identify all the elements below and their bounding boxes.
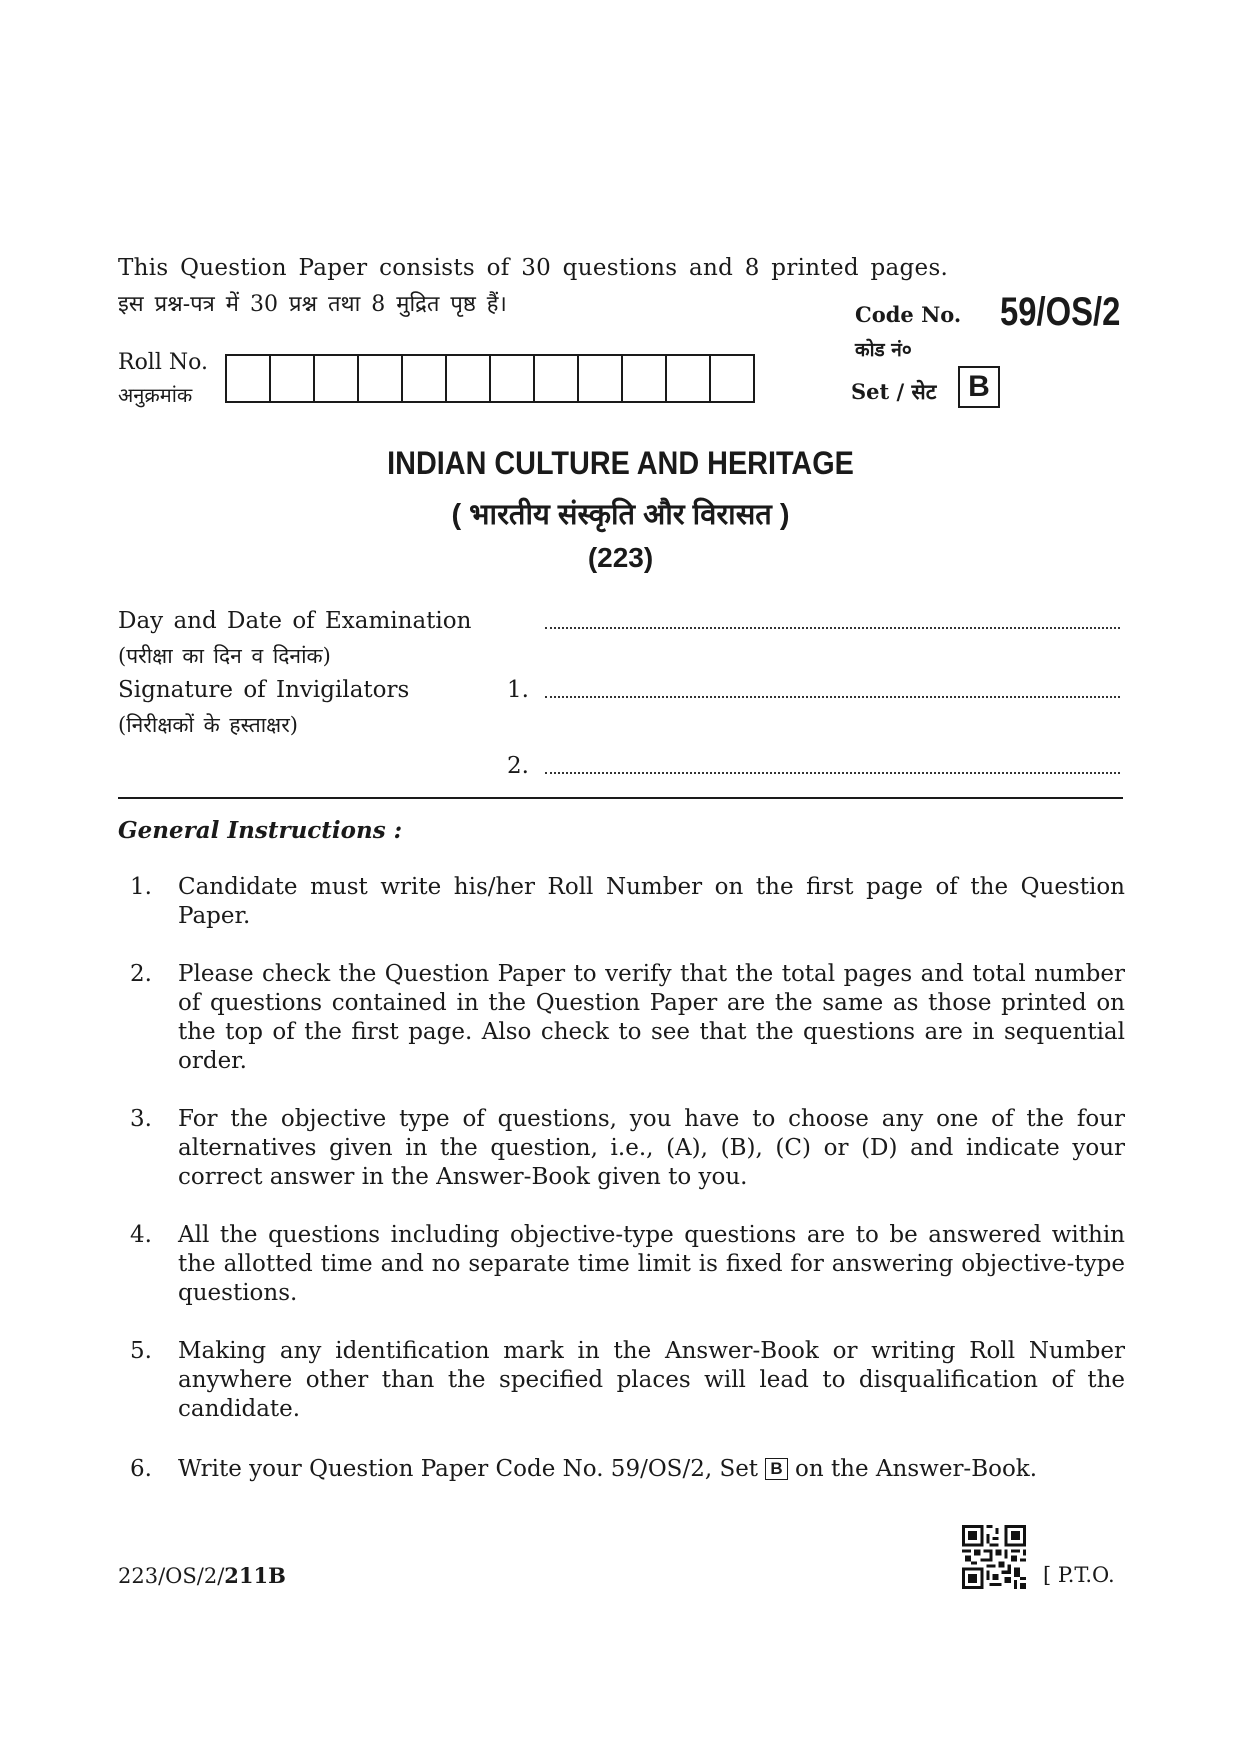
instruction-item [130, 1105, 1125, 1192]
roll-label: Roll No. [118, 350, 208, 375]
instruction-number: 2. [130, 961, 152, 987]
instruction-item [130, 960, 1125, 1076]
footer-code-bold: 211B [224, 1563, 286, 1588]
instruction-text: Please check the Question Paper to verify that the total pages and total number of questions contained in the Question Paper are the same as those printed on the top of the first page. Also check to see that the questions are in sequential order. [178, 961, 1125, 1074]
set-label: Set / सेट [851, 379, 937, 404]
qr-code-icon [962, 1525, 1026, 1589]
set-inline-box: B [765, 1458, 787, 1480]
instruction-text-after: on the Answer-Book. [794, 1456, 1038, 1482]
roll-digit-box[interactable] [227, 356, 271, 401]
set-box: B [958, 366, 1000, 408]
paper-info-english: This Question Paper consists of 30 questions and 8 printed pages. [118, 255, 949, 281]
code-label: Code No. [855, 302, 962, 327]
paper-info-hindi: इस प्रश्न-पत्र में 30 प्रश्न तथा 8 मुद्रित पृष्ठ हैं। [118, 292, 507, 317]
subject-title-hindi: ( भारतीय संस्कृति और विरासत ) [451, 499, 790, 531]
signature-field-2[interactable] [545, 770, 1120, 774]
divider [118, 797, 1123, 799]
instruction-item [130, 873, 1125, 931]
footer-paper-code [118, 1563, 286, 1588]
signature-field-1[interactable] [545, 694, 1120, 698]
exam-date-label-hindi: (परीक्षा का दिन व दिनांक) [118, 644, 331, 668]
instruction-text [178, 1455, 1125, 1484]
instruction-number: 6. [130, 1456, 152, 1482]
roll-number-boxes[interactable] [225, 354, 755, 403]
instruction-text: All the questions including objective-type questions are to be answered within the allotted time and no separate time limit is fixed for answering objective-type questions. [178, 1222, 1125, 1306]
roll-digit-box[interactable] [403, 356, 447, 401]
roll-digit-box[interactable] [447, 356, 491, 401]
roll-digit-box[interactable] [535, 356, 579, 401]
roll-label-hindi: अनुक्रमांक [118, 383, 193, 407]
subject-code: (223) [587, 542, 654, 573]
roll-digit-box[interactable] [315, 356, 359, 401]
roll-digit-box[interactable] [491, 356, 535, 401]
instruction-number: 4. [130, 1222, 152, 1248]
invigilator-signature-label-hindi: (निरीक्षकों के हस्ताक्षर) [118, 713, 298, 737]
roll-digit-box[interactable] [667, 356, 711, 401]
please-turn-over: [ P.T.O. [1043, 1563, 1115, 1587]
instructions-heading: General Instructions : [118, 817, 403, 844]
roll-digit-box[interactable] [579, 356, 623, 401]
instruction-item [130, 1455, 1125, 1484]
instruction-text-before: Write your Question Paper Code No. 59/OS/2, Set [178, 1456, 759, 1482]
instruction-text: Making any identification mark in the Answer-Book or writing Roll Number anywhere other than the specified places will lead to disqualification of the candidate. [178, 1338, 1125, 1422]
code-value: 59/OS/2 [1000, 290, 1121, 334]
exam-date-label: Day and Date of Examination [118, 608, 472, 634]
roll-digit-box[interactable] [359, 356, 403, 401]
subject-title: INDIAN CULTURE AND HERITAGE [387, 445, 854, 481]
instruction-text: Candidate must write his/her Roll Number on the first page of the Question Paper. [178, 874, 1125, 929]
invigilator-signature-label: Signature of Invigilators [118, 677, 410, 703]
roll-digit-box[interactable] [623, 356, 667, 401]
instruction-item [130, 1337, 1125, 1424]
instruction-number: 5. [130, 1338, 152, 1364]
exam-date-field[interactable] [545, 625, 1120, 629]
roll-digit-box[interactable] [271, 356, 315, 401]
signature-number-2: 2. [507, 753, 529, 779]
signature-number-1: 1. [507, 677, 529, 703]
instruction-text: For the objective type of questions, you have to choose any one of the four alternatives given in the question, i.e., (A), (B), (C) or (D) and indicate your correct answer in the Answer-Book given to you. [178, 1106, 1125, 1190]
instruction-number: 1. [130, 874, 152, 900]
roll-digit-box[interactable] [711, 356, 755, 401]
code-label-hindi: कोड नं० [855, 339, 912, 361]
instruction-item [130, 1221, 1125, 1308]
footer-code-prefix: 223/OS/2/ [118, 1564, 225, 1588]
instruction-number: 3. [130, 1106, 152, 1132]
